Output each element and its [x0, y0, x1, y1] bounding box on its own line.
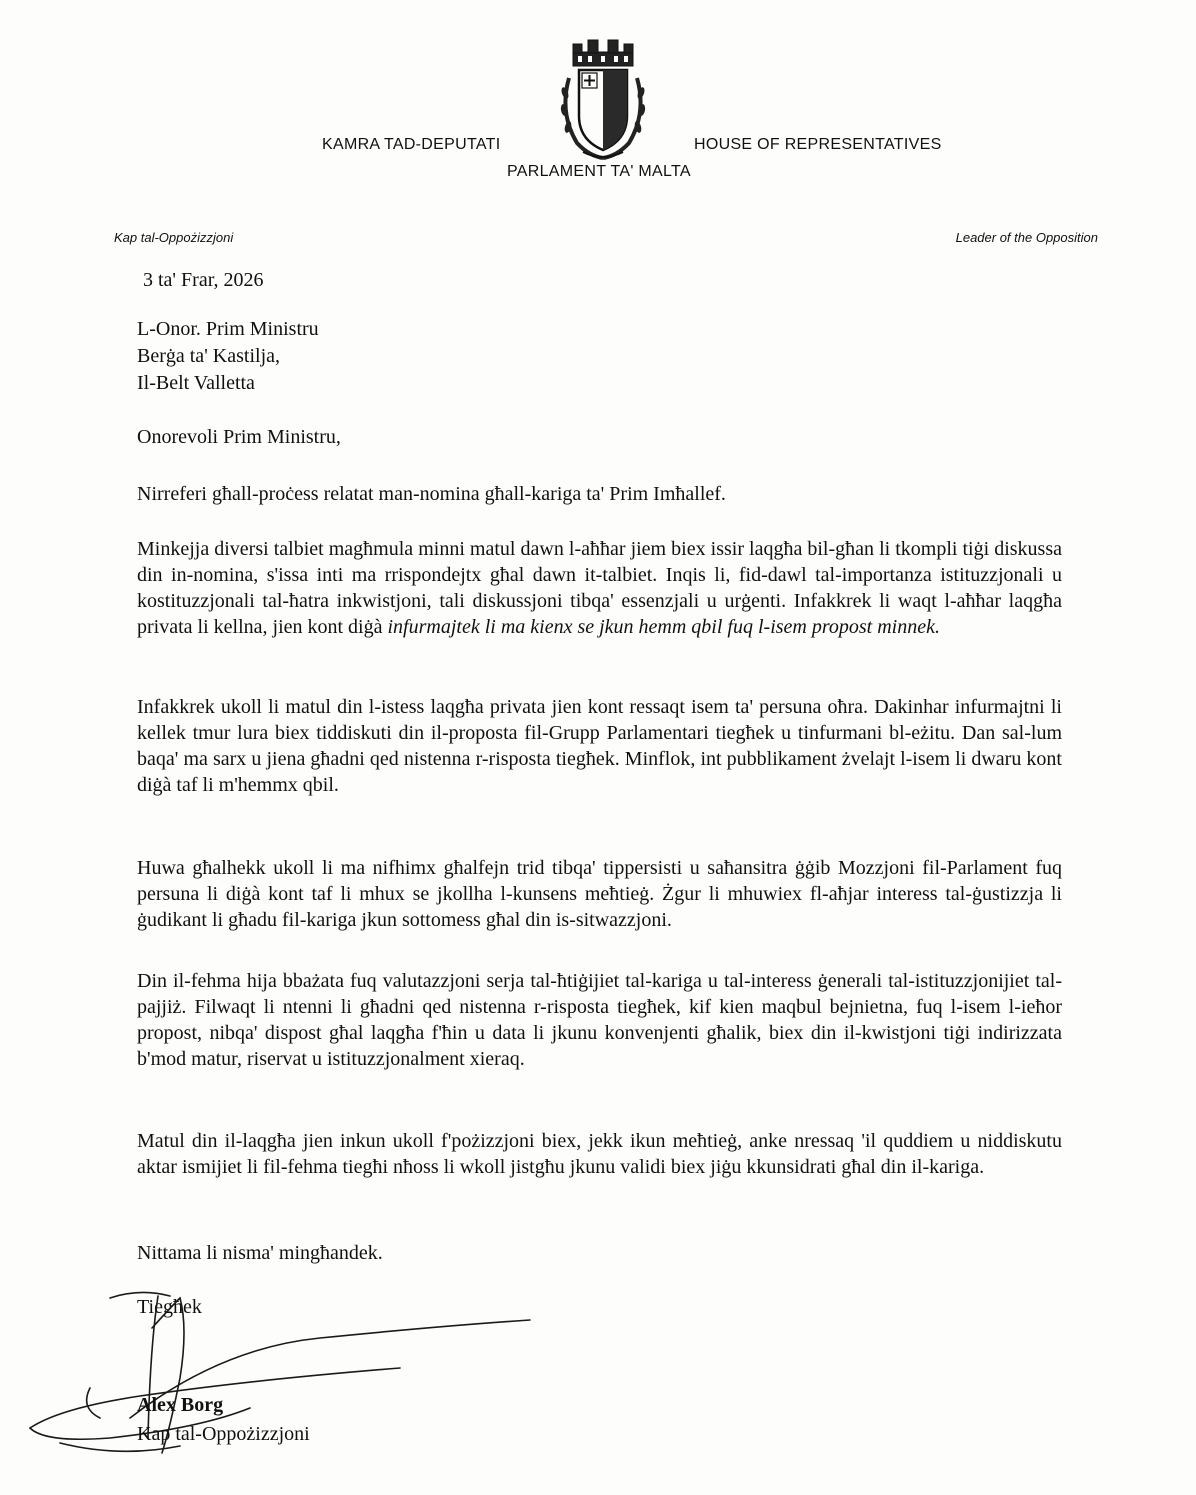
header-left-title: KAMRA TAD-DEPUTATI	[322, 136, 501, 153]
paragraph-1: Nirreferi għall-proċess relatat man-nomina għall-kariga ta' Prim Imħallef.	[137, 483, 726, 505]
role-label-maltese: Kap tal-Oppożizzjoni	[114, 230, 234, 245]
paragraph-2-emphasis: infurmajtek li ma kienx se jkun hemm qbil fuq l-isem propost minnek.	[387, 616, 940, 638]
header-right-title: HOUSE OF REPRESENTATIVES	[694, 136, 942, 153]
address-line: L-Onor. Prim Ministru	[137, 318, 319, 340]
parliament-crest-icon	[555, 38, 651, 163]
address-line: Berġa ta' Kastilja,	[137, 345, 280, 367]
letter-date: 3 ta' Frar, 2026	[143, 269, 264, 291]
paragraph-2-text: Minkejja diversi talbiet magħmula minni matul dawn l-aħħar jiem biex issir laqgħa bil-għan li tkompli tiġi diskussa din in-nomina, s'issa inti ma rrispondejtx għal dawn it-talbiet. Inqis li, fid-dawl tal-importanza istituzzjonali u kostituzzjonali tal-ħatra inkwistjoni, tali diskussjoni tibqa' essenzjali u urġenti. Infakkrek li waqt l-aħħar laqgħa privata li kellna, jien kont diġà	[137, 538, 1062, 638]
closing-line: Nittama li nisma' mingħandek.	[137, 1242, 383, 1264]
paragraph-3: Infakkrek ukoll li matul din l-istess laqgħa privata jien kont ressaqt isem ta' persuna oħra. Dakinhar infurmajtni li kellek tmur lura biex tiddiskuti din il-proposta fil-Grupp Parlamentari tiegħek u tinfurmani bl-eżitu. Dan sal-lum baqa' ma sarx u jiena għadni qed nistenna r-risposta tiegħek. Minflok, int pubblikament żvelajt l-isem li dwaru kont diġà taf li m'hemmx qbil.	[137, 696, 1062, 796]
address-line: Il-Belt Valletta	[137, 372, 255, 394]
header-center-title: PARLAMENT TA' MALTA	[507, 163, 691, 180]
signer-title: Kap tal-Oppożizzjoni	[137, 1423, 310, 1445]
signer-name: Alex Borg	[137, 1394, 224, 1416]
paragraph-6: Matul din il-laqgħa jien inkun ukoll f'pożizzjoni biex, jekk ikun meħtieġ, anke nressaq 'il quddiem u niddiskutu aktar ismijiet li fil-fehma tiegħi nħoss li wkoll jistgħu jkunu validi biex jiġu kkunsidrati għal din il-kariga.	[137, 1130, 1062, 1178]
paragraph-5: Din il-fehma hija bbażata fuq valutazzjoni serja tal-ħtiġijiet tal-kariga u tal-interess ġenerali tal-istituzzjonijiet tal-pajjiż. Filwaqt li ntenni li għadni qed nistenna r-risposta tiegħek, kif kien maqbul bejnietna, fuq l-isem l-ieħor propost, nibqa' dispost għal laqgħa f'ħin u data li jkunu konvenjenti għalik, biex din il-kwistjoni tiġi indirizzata b'mod matur, riservat u istituzzjonalment xieraq.	[137, 970, 1062, 1070]
role-label-english: Leader of the Opposition	[955, 230, 1098, 245]
signoff: Tiegħek	[137, 1296, 202, 1318]
recipient-address	[137, 316, 319, 397]
paragraph-4: Huwa għalhekk ukoll li ma nifhimx għalfejn trid tibqa' tippersisti u saħansitra ġġib Mozzjoni fil-Parlament fuq persuna li diġà kont taf li mhux se jkollha l-kunsens meħtieġ. Żgur li mhuwiex fl-aħjar interess tal-ġustizzja li ġudikant li għadu fil-kariga jkun sottomess għal din is-sitwazzjoni.	[137, 857, 1062, 931]
paragraph-2	[137, 536, 1062, 640]
salutation: Onorevoli Prim Ministru,	[137, 426, 341, 448]
